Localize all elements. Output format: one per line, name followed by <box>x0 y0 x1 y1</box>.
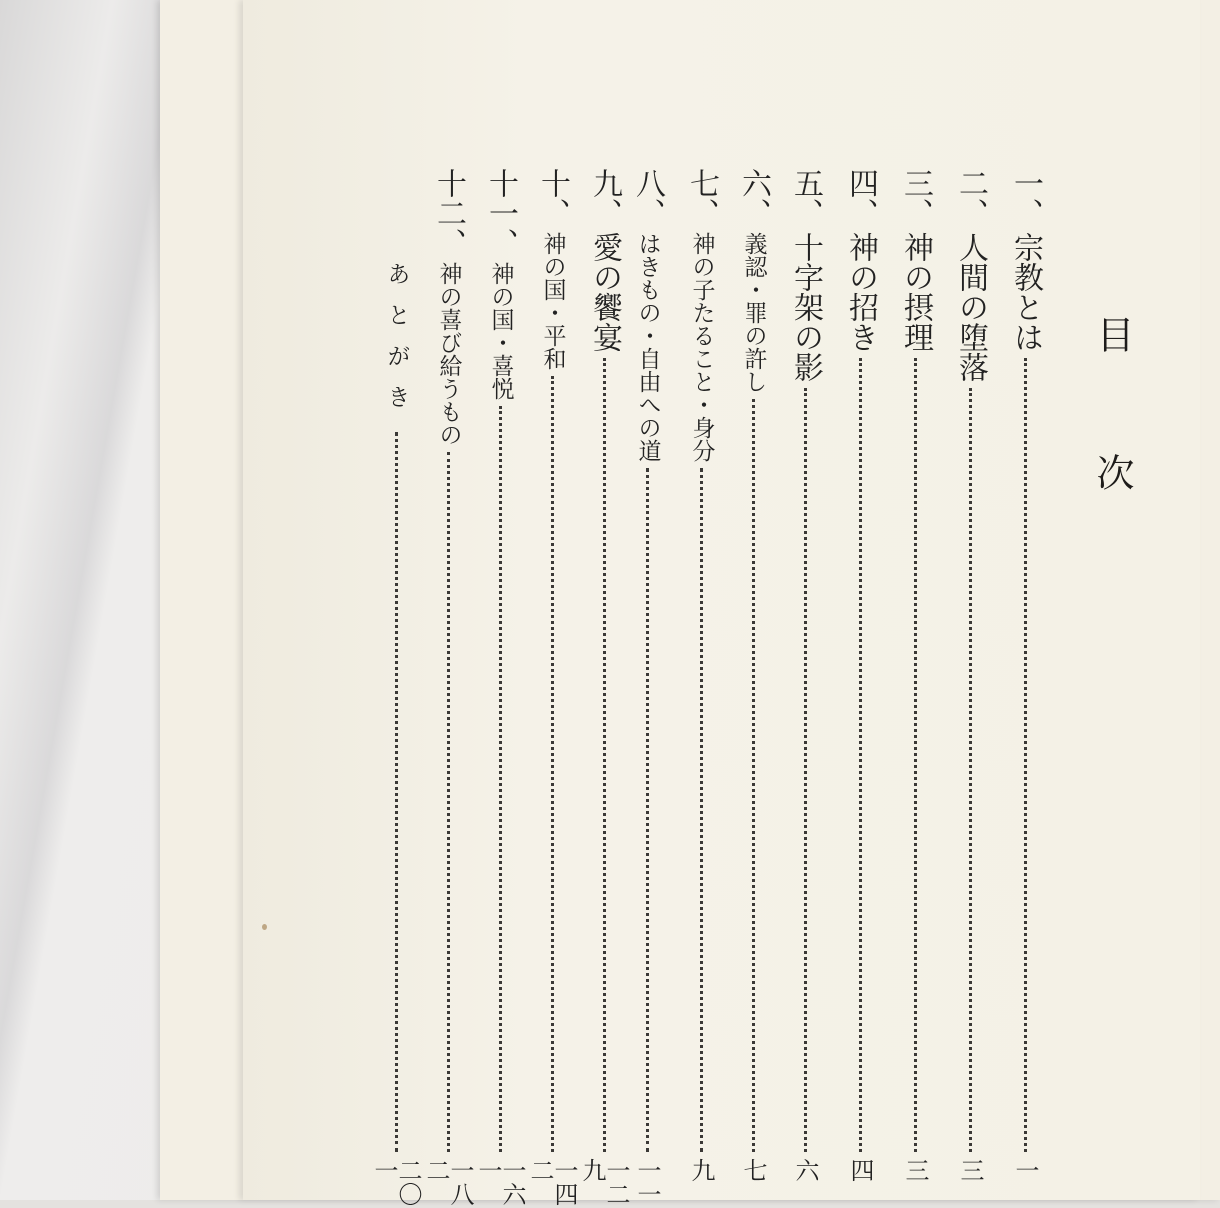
entry-number: 三、 <box>898 168 933 228</box>
toc-entry <box>372 258 420 1208</box>
entry-title: 人間の堕落 <box>953 232 988 382</box>
entry-page: 四 <box>846 1158 874 1182</box>
entry-page: 九 <box>687 1158 715 1182</box>
leader-dots <box>804 388 807 1152</box>
leader-dots <box>447 452 450 1152</box>
entry-number: 六、 <box>736 168 771 228</box>
toc-entry <box>580 168 628 1208</box>
toc-entry <box>843 168 878 1208</box>
entry-page: 三 <box>901 1158 929 1182</box>
toc-entry <box>684 168 719 1208</box>
leader-dots <box>551 376 554 1152</box>
entry-number: 二、 <box>953 168 988 228</box>
toc-entry <box>424 168 472 1208</box>
entry-number: 七、 <box>684 168 719 228</box>
leader-dots <box>603 358 606 1152</box>
entry-number: 四、 <box>843 168 878 228</box>
entry-title: 神の子たること・身分 <box>688 232 715 462</box>
entry-number: 十二、 <box>431 168 466 258</box>
leader-dots <box>499 406 502 1152</box>
paper-stain <box>262 924 267 930</box>
entry-page: 七 <box>739 1158 767 1182</box>
entry-page: 一 <box>1011 1158 1039 1182</box>
toc-entry <box>898 168 933 1208</box>
leader-dots <box>914 358 917 1152</box>
entry-title: 神の国・喜悦 <box>487 262 514 400</box>
toc-entry <box>736 168 771 1208</box>
leader-dots <box>969 388 972 1152</box>
toc-entry <box>630 168 665 1208</box>
entry-number: 五、 <box>788 168 823 228</box>
entry-page: 三 <box>956 1158 984 1182</box>
entry-title: 宗教とは <box>1008 232 1043 352</box>
leader-dots <box>700 468 703 1152</box>
entry-title: 神の招き <box>843 232 878 352</box>
entry-number: 九、 <box>587 168 622 228</box>
toc-entry <box>476 168 524 1208</box>
toc-entry <box>953 168 988 1208</box>
entry-page: 六 <box>791 1158 819 1182</box>
leader-dots <box>395 432 398 1152</box>
leader-dots <box>646 468 649 1152</box>
leader-dots <box>1024 358 1027 1152</box>
entry-page: 一二九 <box>578 1158 630 1206</box>
toc-entry <box>1008 168 1043 1208</box>
entry-page: 二〇一 <box>370 1158 422 1206</box>
entry-title: あとがき <box>383 262 410 426</box>
toc-entry <box>788 168 823 1208</box>
entry-title: 義認・罪の許し <box>740 232 767 393</box>
entry-title: 神の摂理 <box>898 232 933 352</box>
toc-heading: 目次 <box>1090 315 1134 591</box>
entry-title: はきもの・自由への道 <box>634 232 661 462</box>
toc-entry <box>528 168 576 1208</box>
entry-page: 一四二 <box>526 1158 578 1206</box>
entry-title: 神の喜び給うもの <box>435 262 462 446</box>
entry-page: 一一 <box>633 1158 661 1206</box>
entry-number: 十一、 <box>483 168 518 258</box>
entry-number: 八、 <box>630 168 665 228</box>
entry-number: 十、 <box>535 168 570 228</box>
entry-number: 一、 <box>1008 168 1043 228</box>
entry-page: 一八二 <box>422 1158 474 1206</box>
leader-dots <box>859 358 862 1152</box>
entry-title: 愛の饗宴 <box>587 232 622 352</box>
entry-title: 十字架の影 <box>788 232 823 382</box>
entry-page: 一六一 <box>474 1158 526 1206</box>
entry-title: 神の国・平和 <box>539 232 566 370</box>
leader-dots <box>752 399 755 1152</box>
